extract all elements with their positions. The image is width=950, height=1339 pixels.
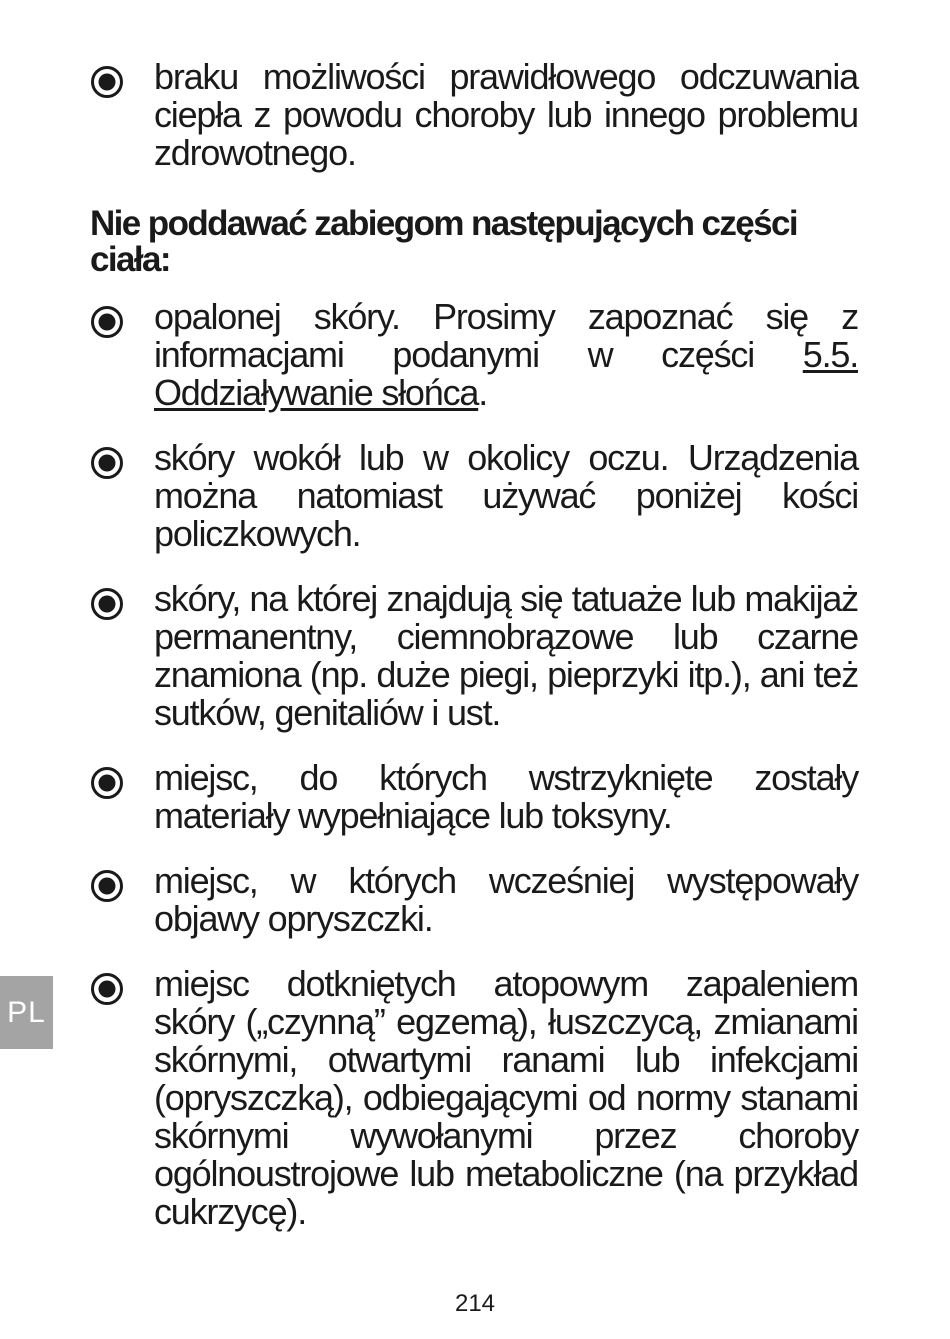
radio-bullet-icon <box>90 446 124 480</box>
list-item <box>90 965 858 1231</box>
list-item <box>90 759 858 835</box>
list-item-text: skóry, na której znajdują się tatuaże lub makijaż permanentny, ciemnobrązowe lub czarne znamiona (np. duże piegi, pieprzyki itp.), ani też sutków, genitaliów i ust. <box>154 578 858 733</box>
radio-bullet-icon <box>90 766 124 800</box>
list-item <box>90 298 858 412</box>
list-item <box>90 58 858 172</box>
list-item <box>90 862 858 938</box>
radio-bullet-icon <box>90 587 124 621</box>
list-item <box>90 439 858 553</box>
section-link[interactable]: 5.5. Oddziaływanie słońca <box>154 334 858 413</box>
list-item-text: opalonej skóry. Prosimy zapoznać się z informacjami podanymi w części <box>154 296 858 375</box>
list-item-text-end: . <box>478 372 488 413</box>
list-item-text: miejsc dotkniętych atopowym zapaleniem skóry („czynną” egzemą), łuszczycą, zmianami skórnymi, otwartymi ranami lub infekcjami (opryszczką), odbiegającymi od normy stanami skórnymi wywołanymi przez choroby ogólnoustrojowe lub metaboliczne (na przykład cukrzycę). <box>154 963 858 1232</box>
list-item-text: skóry wokół lub w okolicy oczu. Urządzenia można natomiast używać poniżej kości policzkowych. <box>154 437 858 554</box>
page-number: 214 <box>454 1290 496 1317</box>
radio-bullet-icon <box>90 869 124 903</box>
language-tab: PL <box>0 976 53 1049</box>
document-body <box>90 58 858 1258</box>
section-heading: Nie poddawać zabiegom następujących części ciała: <box>90 204 797 279</box>
list-item-text: miejsc, w których wcześniej występowały objawy opryszczki. <box>154 860 858 939</box>
radio-bullet-icon <box>90 305 124 339</box>
list-item <box>90 580 858 732</box>
list-item-text: miejsc, do których wstrzyknięte zostały materiały wypełniające lub toksyny. <box>154 757 858 836</box>
radio-bullet-icon <box>90 972 124 1006</box>
radio-bullet-icon <box>90 65 124 99</box>
list-item-text: braku możliwości prawidłowego odczuwania ciepła z powodu choroby lub innego problemu zdrowotnego. <box>154 56 858 173</box>
